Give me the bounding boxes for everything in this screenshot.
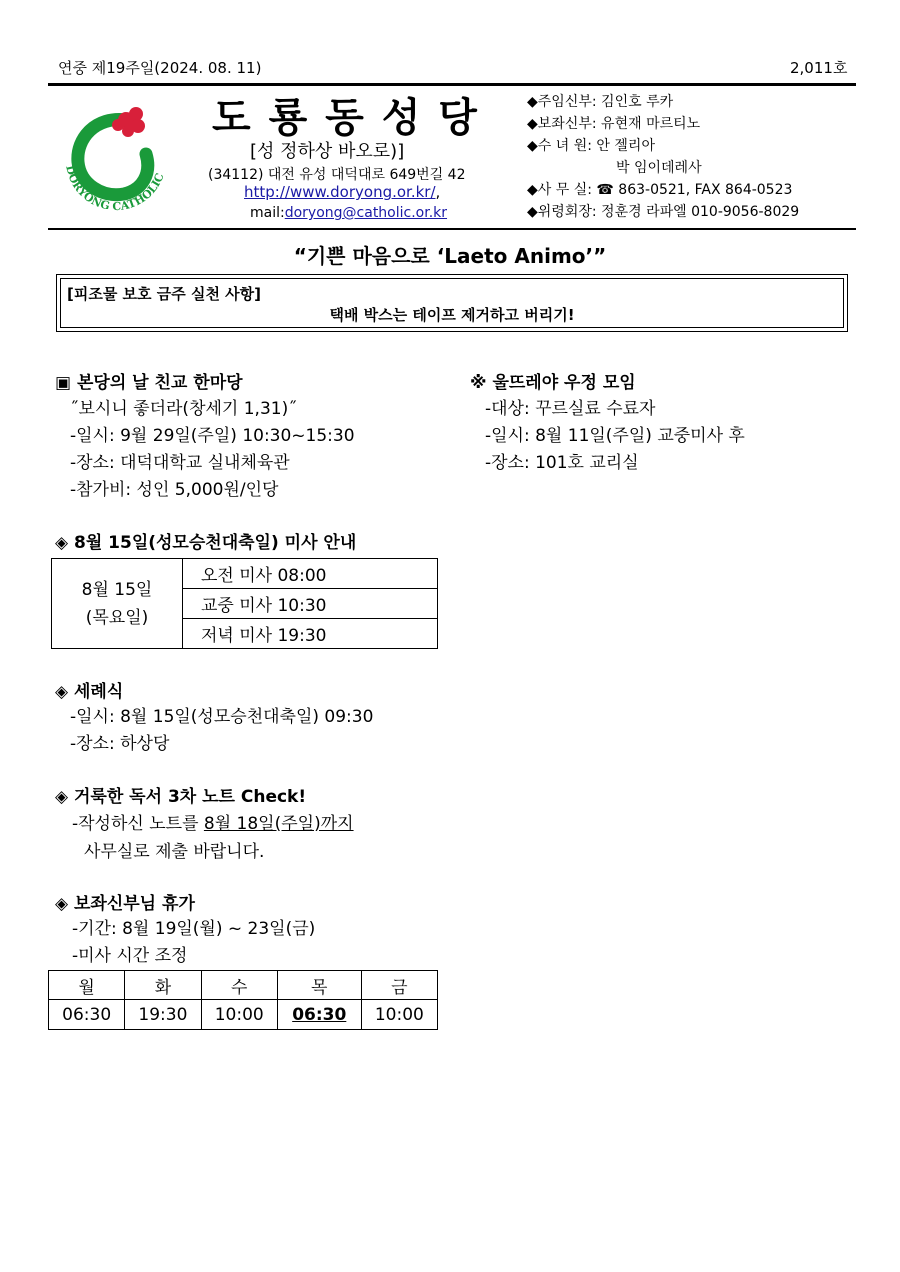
staff-row: ◆주임신부: 김인호 루카 bbox=[527, 94, 674, 110]
text-line: -기간: 8월 19일(월) ~ 23일(금) bbox=[72, 919, 316, 939]
masthead-divider bbox=[48, 228, 856, 230]
url-suffix: , bbox=[435, 183, 441, 201]
mass-schedule-table bbox=[51, 558, 438, 649]
time-cell: 06:30 bbox=[277, 1000, 361, 1030]
notice-title: [피조물 보호 금주 실천 사항] bbox=[67, 285, 261, 303]
staff-row: 박 임이데레사 bbox=[616, 160, 702, 176]
text-line: -참가비: 성인 5,000원/인당 bbox=[70, 480, 279, 500]
text-line: -대상: 꾸르실료 수료자 bbox=[485, 399, 656, 419]
text-line: -미사 시간 조정 bbox=[72, 946, 188, 966]
time-cell: 10:00 bbox=[361, 1000, 437, 1030]
notice-body: 택배 박스는 테이프 제거하고 버리기! bbox=[329, 306, 575, 324]
mass-time-cell: 교중 미사 10:30 bbox=[183, 589, 438, 619]
notice-box bbox=[56, 274, 848, 332]
text-line: -일시: 8월 15일(성모승천대축일) 09:30 bbox=[70, 707, 374, 727]
issue-number: 2,011호 bbox=[790, 59, 848, 77]
time-cell: 06:30 bbox=[49, 1000, 125, 1030]
church-logo bbox=[54, 98, 178, 222]
mail-label: mail: bbox=[250, 205, 285, 221]
week-label: 연중 제19주일(2024. 08. 11) bbox=[58, 59, 262, 77]
time-cell: 10:00 bbox=[201, 1000, 277, 1030]
section-body bbox=[72, 810, 354, 866]
section-body bbox=[72, 916, 315, 970]
time-cell: 19:30 bbox=[125, 1000, 201, 1030]
text-line: -장소: 101호 교리실 bbox=[485, 453, 639, 473]
website-link[interactable]: http://www.doryong.or.kr/ bbox=[244, 183, 436, 201]
day-cell: 월 bbox=[49, 971, 125, 1000]
day-cell: 화 bbox=[125, 971, 201, 1000]
text-line: 사무실로 제출 바랍니다. bbox=[84, 842, 265, 862]
text-line: -일시: 9월 29일(주일) 10:30~15:30 bbox=[70, 426, 355, 446]
deadline-text: 8월 18일(주일)까지 bbox=[203, 814, 354, 834]
text-line: -장소: 하상당 bbox=[70, 734, 170, 754]
text-line: ˝보시니 좋더라(창세기 1,31)˝ bbox=[70, 399, 297, 419]
day-cell: 금 bbox=[361, 971, 437, 1000]
church-name: 도 룡 동 성 당 bbox=[212, 95, 479, 141]
section-title: ▣ 본당의 날 친교 한마당 bbox=[55, 373, 243, 393]
section-title: ◈ 거룩한 독서 3차 노트 Check! bbox=[55, 787, 307, 807]
staff-row: ◆위령회장: 정훈경 라파엘 010-9056-8029 bbox=[527, 204, 800, 220]
section-title: ◈ 8월 15일(성모승천대축일) 미사 안내 bbox=[55, 533, 357, 553]
section-title: ◈ 보좌신부님 휴가 bbox=[55, 894, 195, 914]
address: (34112) 대전 유성 대덕대로 649번길 42 bbox=[208, 167, 466, 183]
text-line: -일시: 8월 11일(주일) 교중미사 후 bbox=[485, 426, 745, 446]
vacation-mass-table bbox=[48, 970, 438, 1030]
section-body bbox=[70, 396, 355, 504]
mass-date-cell: 8월 15일 (목요일) bbox=[52, 559, 183, 649]
patron-name: [성 정하상 바오로)] bbox=[250, 141, 405, 162]
mass-time-cell: 오전 미사 08:00 bbox=[183, 559, 438, 589]
section-body bbox=[70, 704, 373, 758]
staff-row: ◆보좌신부: 유현재 마르티노 bbox=[527, 116, 701, 132]
day-cell: 수 bbox=[201, 971, 277, 1000]
mass-time-cell: 저녁 미사 19:30 bbox=[183, 619, 438, 649]
text-line: -장소: 대덕대학교 실내체육관 bbox=[70, 453, 290, 473]
email-link[interactable]: doryong@catholic.or.kr bbox=[284, 205, 448, 221]
staff-row: ◆사 무 실: ☎ 863-0521, FAX 864-0523 bbox=[527, 182, 793, 198]
text-line: -작성하신 노트를 bbox=[72, 814, 204, 834]
logo-text: DORYONG CATHOLIC bbox=[63, 164, 167, 214]
section-title: ※ 울뜨레야 우정 모임 bbox=[470, 373, 636, 393]
day-cell: 목 bbox=[277, 971, 361, 1000]
section-body bbox=[485, 396, 745, 477]
motto: “기쁜 마음으로 ‘Laeto Animo’” bbox=[293, 244, 607, 268]
staff-row: ◆수 녀 원: 안 젤리아 bbox=[527, 138, 655, 154]
staff-list bbox=[527, 91, 799, 223]
section-title: ◈ 세례식 bbox=[55, 682, 124, 702]
